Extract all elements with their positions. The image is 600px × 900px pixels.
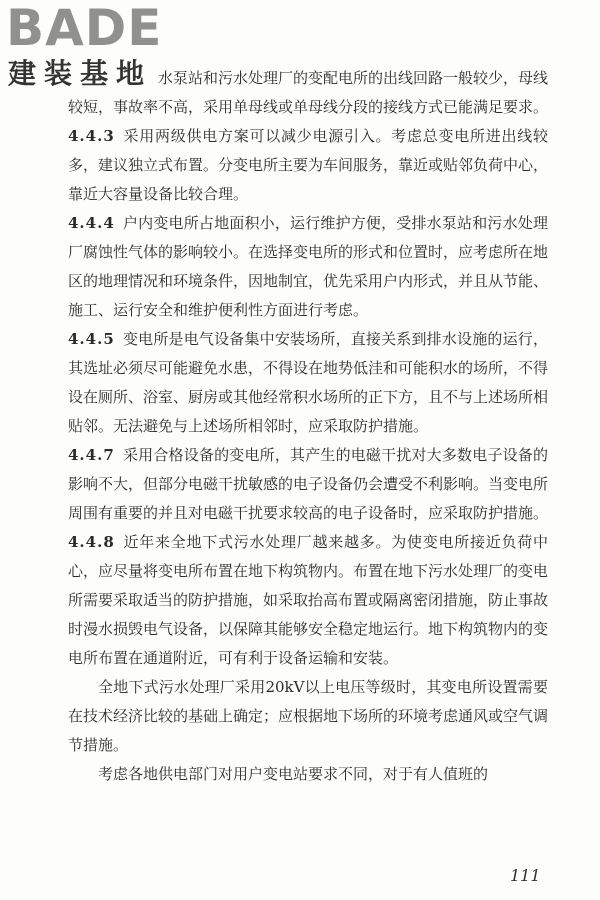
body-text: [68, 64, 548, 789]
section-number: 4.4.4: [68, 214, 115, 232]
watermark-subtitle: 建装基地: [8, 57, 153, 90]
section-number: 4.4.7: [68, 446, 115, 464]
section-4-4-5: [68, 325, 548, 441]
section-text: 变电所是电气设备集中安装场所，直接关系到排水设施的运行，其选址必须尽可能避免水患，不得设在地势低洼和可能积水的场所，不得设在厕所、浴室、厨房或其他经常积水场所的正下方，且不与上述场所相贴邻。无法避免与上述场所相邻时，应采取防护措施。: [68, 330, 549, 435]
section-text: 户内变电所占地面积小，运行维护方便，受排水泵站和污水处理厂腐蚀性气体的影响较小。在选择变电所的形式和位置时，应考虑所在地区的地理情况和环境条件，因地制宜，优先采用户内形式，并且从节能、施工、运行安全和维护便利性方面进行考虑。: [68, 214, 549, 319]
section-text: 近年来全地下式污水处理厂越来越多。为使变电所接近负荷中心，应尽量将变电所布置在地下构筑物内。布置在地下污水处理厂的变电所需要采取适当的防护措施，如采取抬高布置或隔离密闭措施，防止事故时漫水损毁电气设备，以保障其能够安全稳定地运行。地下构筑物内的变电所布置在通道附近，可有利于设备运输和安装。: [68, 533, 549, 667]
page-number: 111: [510, 866, 541, 885]
paragraph-voltage: 全地下式污水处理厂采用20kV以上电压等级时，其变电所设置需要在技术经济比较的基础上确定；应根据地下场所的环境考虑通风或空气调节措施。: [68, 678, 549, 754]
watermark-logo-text: BADE: [6, 0, 163, 57]
section-number: 4.4.5: [68, 330, 115, 348]
paragraph-continuation: 水泵站和污水处理厂的变配电所的出线回路一般较少，母线较短，事故率不高，采用单母线或单母线分段的接线方式已能满足要求。: [68, 69, 549, 116]
section-4-4-8: [68, 528, 548, 673]
section-text: 采用合格设备的变电所，其产生的电磁干扰对大多数电子设备的影响不大，但部分电磁干扰敏感的电子设备仍会遭受不利影响。当变电所周围有重要的并且对电磁干扰要求较高的电子设备时，应采取防护措施。: [68, 446, 549, 522]
section-4-4-4: [68, 209, 548, 325]
section-4-4-3: [68, 122, 548, 209]
section-number: 4.4.3: [68, 127, 115, 145]
paragraph-last: 考虑各地供电部门对用户变电站要求不同，对于有人值班的: [98, 765, 489, 783]
section-4-4-7: [68, 441, 548, 528]
section-number: 4.4.8: [68, 533, 115, 551]
section-text: 采用两级供电方案可以减少电源引入。考虑总变电所进出线较多，建议独立式布置。分变电所主要为车间服务，靠近或贴邻负荷中心，靠近大容量设备比较合理。: [68, 127, 549, 203]
